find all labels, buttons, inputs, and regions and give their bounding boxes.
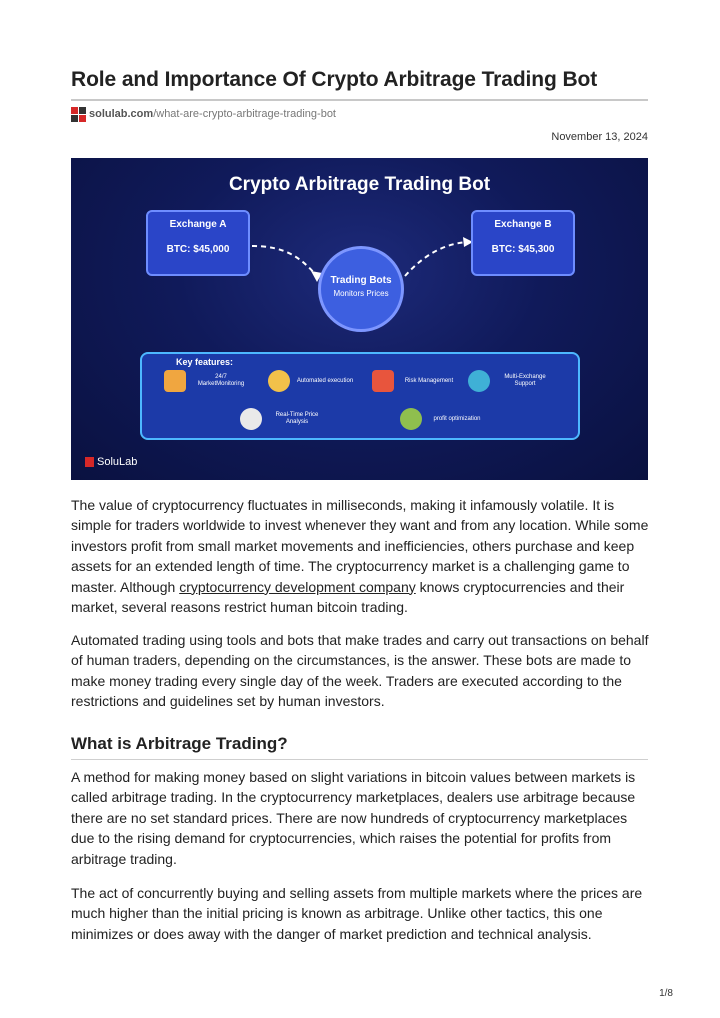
feature-price-analysis: [240, 408, 326, 430]
trading-bot-circle: [318, 246, 404, 332]
exchange-b-price: BTC: $45,300: [491, 244, 555, 255]
logo-text: SoluLab: [97, 456, 138, 468]
paragraph-1-text-a: The value of cryptocurrency fluctuates in milliseconds, making it infamously volatile. It is simple for traders worldwide to invest whenever they want and from any location. While some investors profit from small market movements and inefficiencies, others purchase and keep assets for an extended length of time. The cryptocurrency market is a challenging game to master. Although: [71, 497, 649, 595]
stopwatch-icon: [240, 408, 262, 430]
key-features-panel: [140, 352, 580, 440]
bot-subtitle: Monitors Prices: [333, 289, 389, 298]
feature-risk-management: [372, 370, 458, 392]
hero-image: [71, 158, 648, 480]
paragraph-2: Automated trading using tools and bots that make trades and carry out transactions on behalf of human traders, depending on the circumstances, is the answer. These bots are made to make money trading every single day of the week. Traders are executed according to the restrictions and guidelines set by human investors.: [71, 632, 649, 710]
feature-label: profit optimization: [433, 415, 481, 422]
paragraph-1-text-b: knows cryptocurrencies and their market, several reasons restrict human bitcoin trading.: [71, 578, 625, 616]
page-number: 1/8: [659, 988, 673, 999]
exchange-a-box: [146, 210, 250, 276]
page-title: Role and Importance Of Crypto Arbitrage Trading Bot: [71, 68, 598, 91]
feature-profit-optimization: [400, 408, 486, 430]
hero-title: Crypto Arbitrage Trading Bot: [228, 174, 491, 195]
monitor-icon: [164, 370, 186, 392]
section-divider: [71, 759, 648, 760]
globe-icon: [468, 370, 490, 392]
feature-label: Risk Management: [404, 377, 454, 384]
source-path[interactable]: /what-are-crypto-arbitrage-trading-bot: [153, 108, 336, 120]
warning-icon: [372, 370, 394, 392]
feature-market-monitoring: [164, 370, 250, 392]
money-bag-icon: [400, 408, 422, 430]
feature-multi-exchange: [468, 370, 554, 392]
feature-automated-execution: [268, 370, 354, 392]
exchange-b-name: Exchange B: [494, 219, 552, 230]
hero-logo: [85, 456, 137, 468]
features-title: Key features:: [176, 357, 234, 367]
source-line: [71, 106, 336, 122]
paragraph-4: The act of concurrently buying and selling assets from multiple markets where the prices are much higher than the initial pricing is known as arbitrage. Unlike other tactics, this one minimizes or does away with the danger of market prediction and technical analysis.: [71, 885, 643, 942]
solulab-mark-icon: [85, 457, 94, 467]
cryptocurrency-development-link[interactable]: cryptocurrency development company: [179, 578, 416, 595]
exchange-b-box: [471, 210, 575, 276]
feature-label: Multi-Exchange Support: [504, 374, 546, 387]
title-divider: [71, 99, 648, 101]
bot-title: Trading Bots: [330, 275, 392, 286]
exchange-a-price: BTC: $45,000: [166, 244, 230, 255]
exchange-a-name: Exchange A: [169, 219, 227, 230]
section-heading: What is Arbitrage Trading?: [71, 734, 288, 753]
gear-icon: [268, 370, 290, 392]
feature-label: Automated execution: [296, 377, 354, 384]
source-domain[interactable]: solulab.com: [89, 108, 154, 120]
paragraph-1: [71, 495, 651, 617]
publish-date: November 13, 2024: [551, 131, 648, 143]
solulab-logo-icon: [71, 107, 86, 122]
paragraph-3: A method for making money based on slight variations in bitcoin values between markets is called arbitrage trading. In the cryptocurrency marketplaces, dealers use arbitrage because there are no set standard prices. There are now hundreds of cryptocurrency marketplaces due to the rising demand for cryptocurrencies, which raises the potential for profits from arbitrage trading.: [71, 769, 636, 867]
feature-label: 24/7 MarketMonitoring: [197, 374, 245, 387]
feature-label: Real-Time Price Analysis: [275, 412, 319, 425]
